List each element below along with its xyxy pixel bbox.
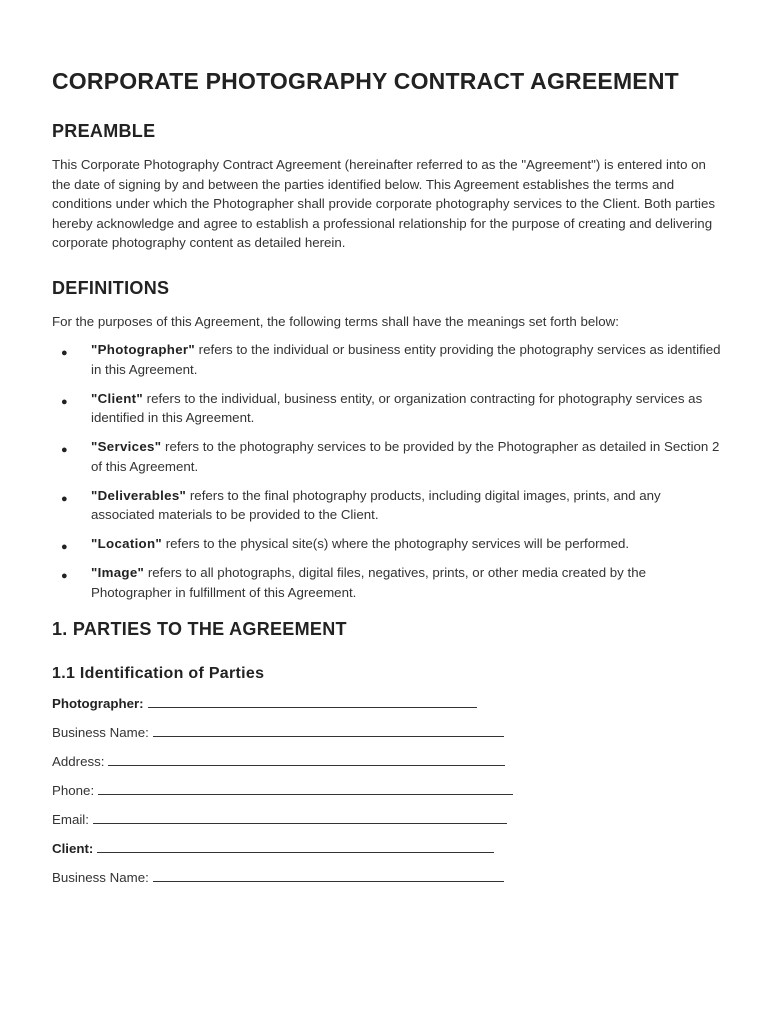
field-label: Business Name: — [52, 870, 149, 885]
field-label: Email: — [52, 812, 89, 827]
definition-term: "Client" — [91, 390, 143, 406]
photographer-blank[interactable] — [148, 694, 477, 708]
definition-item — [52, 563, 724, 602]
bullet-icon: ● — [61, 570, 68, 582]
bullet-icon: ● — [61, 395, 68, 408]
preamble-heading: PREAMBLE — [52, 121, 156, 141]
definitions-intro: For the purposes of this Agreement, the following terms shall have the meanings set forth below: — [52, 313, 619, 329]
photographer-phone-field — [52, 781, 724, 801]
field-label: Address: — [52, 754, 105, 769]
bullet-icon: ● — [61, 541, 68, 553]
document-page — [52, 64, 724, 897]
photographer-business-name-field — [52, 723, 724, 743]
definition-item — [52, 437, 724, 476]
photographer-email-field — [52, 810, 724, 830]
definition-item — [52, 389, 724, 428]
definition-term: "Photographer" — [91, 342, 195, 357]
definition-item — [52, 534, 724, 554]
field-label: Photographer: — [52, 696, 144, 711]
photographer-email-blank[interactable] — [93, 810, 507, 824]
client-business-name-field — [52, 868, 724, 888]
client-field — [52, 839, 724, 859]
definition-text: refers to the physical site(s) where the photography services will be performed. — [162, 536, 630, 551]
definition-text: refers to the photography services to be provided by the Photographer as detailed in Section 2 of this Agreement. — [91, 439, 720, 474]
field-label: Client: — [52, 841, 94, 856]
client-business-name-blank[interactable] — [153, 868, 504, 882]
preamble-text: This Corporate Photography Contract Agreement (hereinafter referred to as the "Agreement") is entered into on the date of signing by and between the parties identified below. This Agreement establishes the terms and conditions under which the Photographer shall provide corporate photography services to the Client. Both parties hereby acknowledge and agree to establish a professional relationship for the purpose of creating and delivering corporate photography content as detailed herein. — [52, 157, 716, 250]
definition-term: "Location" — [91, 536, 163, 551]
definition-term: "Image" — [91, 565, 145, 580]
definition-term: "Services" — [91, 439, 162, 454]
photographer-business-name-blank[interactable] — [153, 723, 504, 737]
bullet-icon: ● — [61, 444, 68, 456]
field-label: Phone: — [52, 783, 95, 798]
definition-item — [52, 486, 724, 525]
definitions-heading: DEFINITIONS — [52, 277, 170, 298]
definition-text: refers to the individual or business entity providing the photography services as identified in this Agreement. — [91, 342, 721, 377]
document-title: CORPORATE PHOTOGRAPHY CONTRACT AGREEMENT — [52, 68, 679, 94]
photographer-phone-blank[interactable] — [98, 781, 513, 795]
definition-item — [52, 340, 724, 379]
definition-term: "Deliverables" — [91, 487, 187, 503]
definition-text: refers to the final photography products, including digital images, prints, and any associated materials to be provided to the Client. — [91, 487, 661, 522]
party-fields — [52, 694, 724, 888]
section-1-heading: 1. PARTIES TO THE AGREEMENT — [52, 619, 347, 639]
definition-text: refers to the individual, business entity, or organization contracting for photography services as identified in this Agreement. — [91, 390, 703, 425]
bullet-icon: ● — [61, 347, 68, 359]
client-blank[interactable] — [97, 839, 494, 853]
bullet-icon: ● — [61, 492, 68, 505]
field-label: Business Name: — [52, 725, 149, 740]
definition-text: refers to all photographs, digital files, negatives, prints, or other media created by the Photographer in fulfillment of this Agreement. — [91, 565, 647, 600]
section-1-1-heading: 1.1 Identification of Parties — [52, 665, 265, 682]
photographer-address-field — [52, 752, 724, 772]
photographer-address-blank[interactable] — [108, 752, 505, 766]
photographer-field — [52, 694, 724, 714]
definitions-list — [52, 340, 724, 602]
